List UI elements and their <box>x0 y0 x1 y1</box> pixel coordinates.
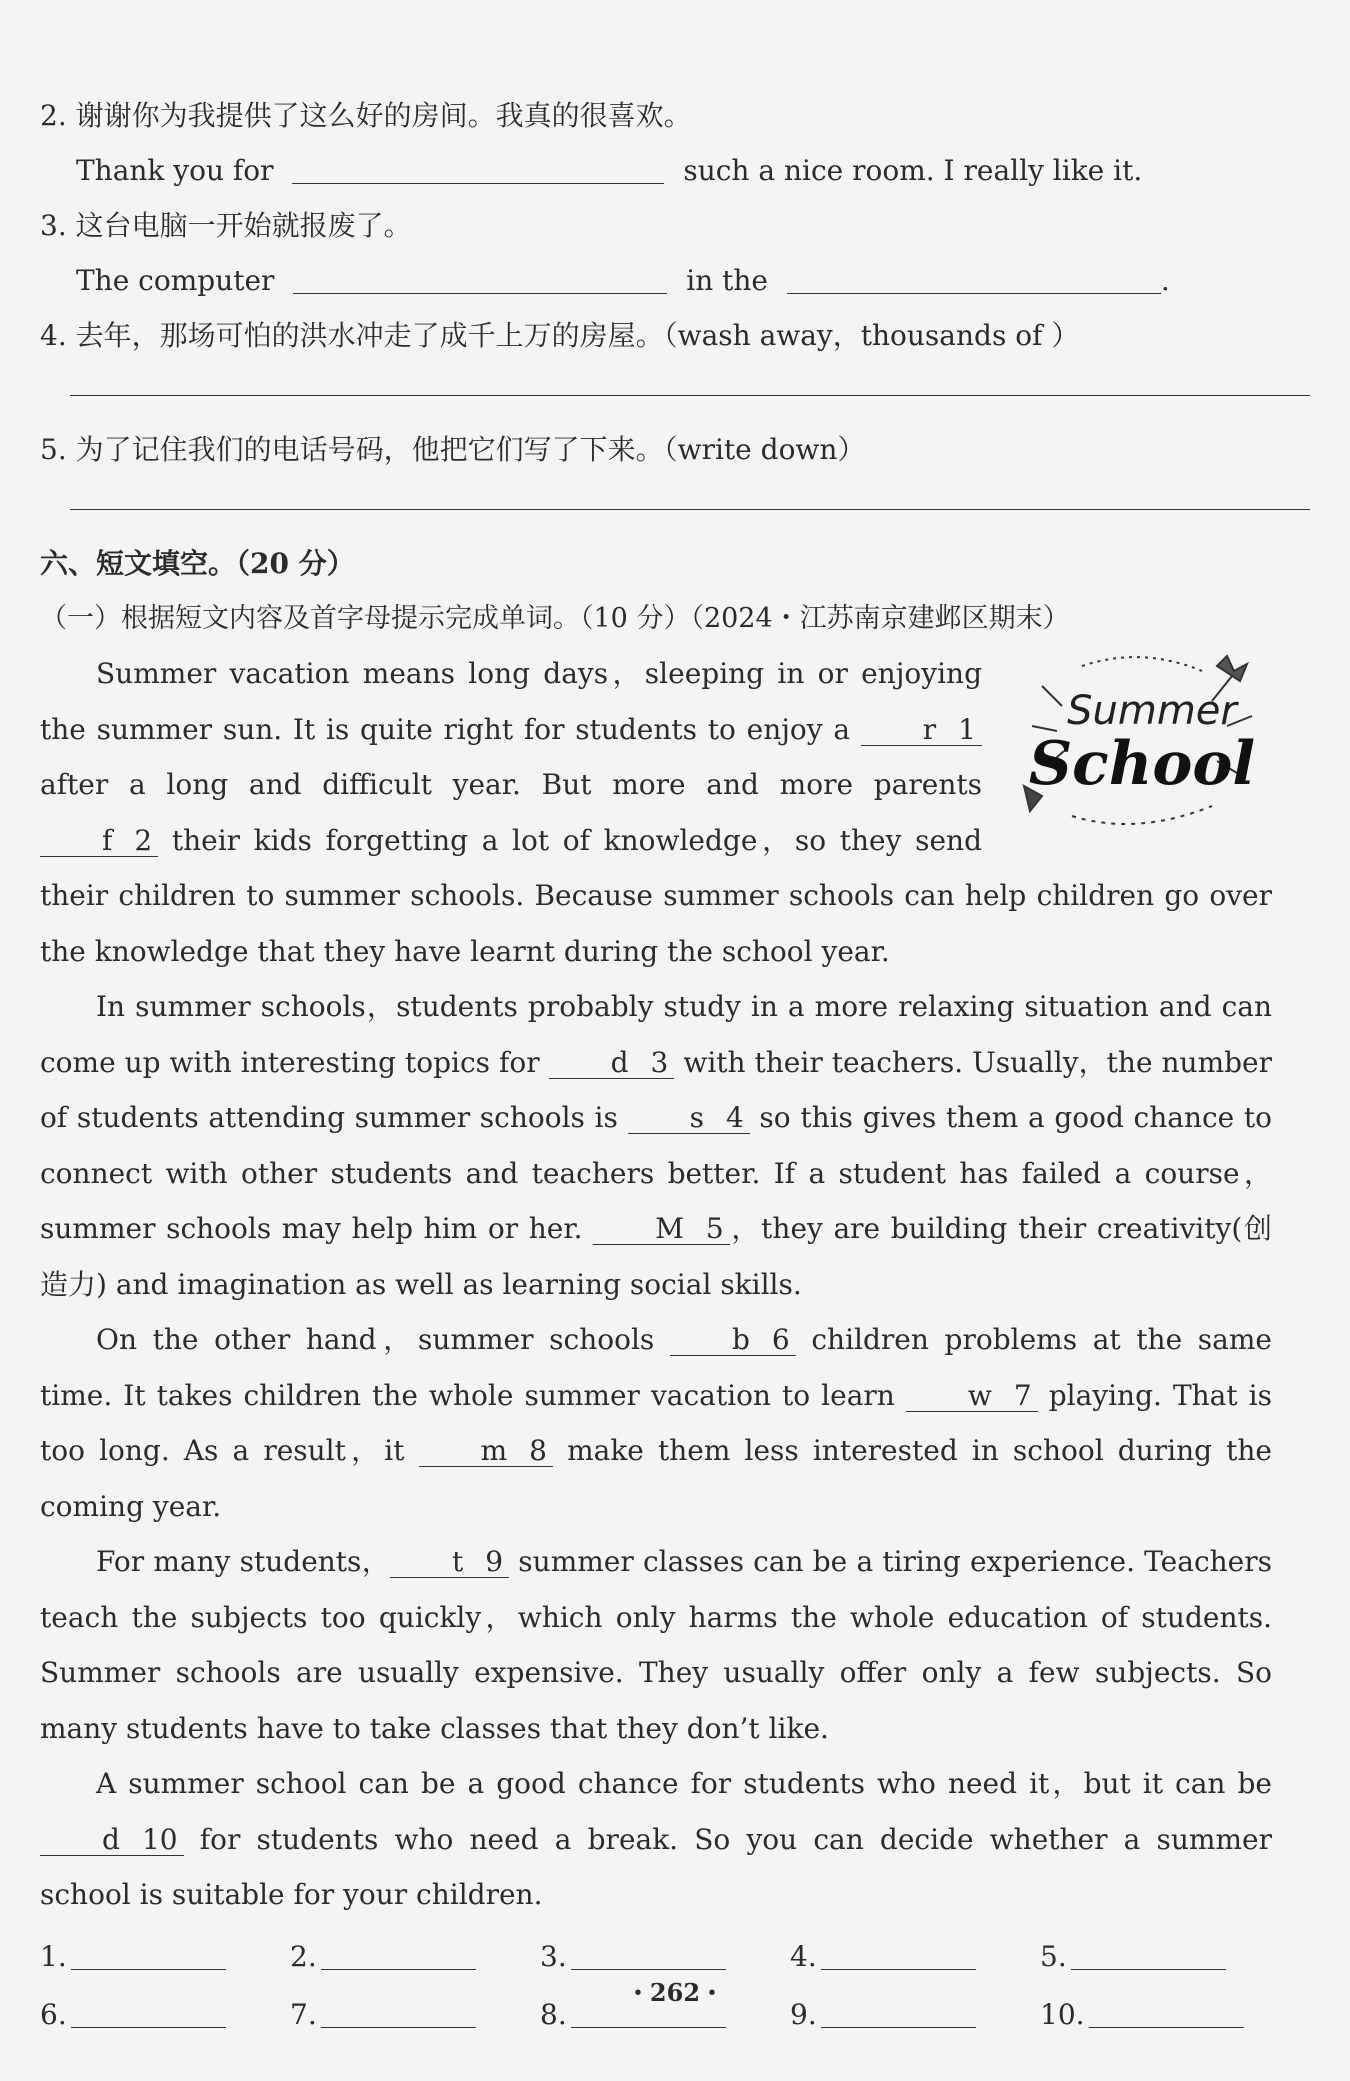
figure-word-summer: Summer <box>1067 688 1237 734</box>
blank-6-number: 6 <box>771 1323 790 1356</box>
answer-item <box>790 1933 1040 1973</box>
figure-word-school: School <box>1028 729 1256 799</box>
blank-1-letter: r <box>922 712 937 746</box>
answer-item <box>290 1933 540 1973</box>
p5-text-1: A summer school can be a good chance for students who need it，but it can be <box>96 1767 1272 1800</box>
blank-8-number: 8 <box>529 1434 547 1467</box>
q3-blank-2[interactable] <box>787 257 1161 294</box>
blank-1-number: 1 <box>958 712 976 746</box>
question-2-english <box>40 143 1272 198</box>
page-number: ・262・ <box>625 1978 725 2007</box>
blank-8[interactable] <box>419 1436 553 1467</box>
blank-10-letter: d <box>102 1822 120 1856</box>
p1-text-1: Summer vacation means long days，sleeping in or enjoying the summer sun. It is quite right for students to enjoy a <box>40 657 982 746</box>
blank-10[interactable] <box>40 1822 184 1856</box>
question-5-chinese: 5. 为了记住我们的电话号码，他把它们写了下来。（write down） <box>40 433 866 466</box>
passage <box>40 646 1272 1923</box>
answer-blank-2[interactable] <box>321 1933 476 1970</box>
answer-blank-5[interactable] <box>1071 1933 1226 1970</box>
blank-7-number: 7 <box>1013 1378 1032 1412</box>
answer-item <box>540 1933 790 1973</box>
blank-3-letter: d <box>610 1045 629 1079</box>
answer-label: 10. <box>1040 1997 1085 2031</box>
blank-5-number: 5 <box>705 1212 724 1245</box>
blank-4-number: 4 <box>725 1101 744 1134</box>
answer-label: 5. <box>1040 1939 1067 1973</box>
q3-text-end: . <box>1160 264 1170 297</box>
summer-school-illustration <box>1002 646 1272 836</box>
blank-7-letter: w <box>967 1378 992 1412</box>
p2-text-1: In summer schools，students probably study in a more relaxing situation and can come up with interesting topics for <box>40 990 1272 1079</box>
paragraph-1 <box>40 646 1272 979</box>
blank-3[interactable] <box>549 1045 675 1079</box>
answer-label: 2. <box>290 1939 317 1973</box>
blank-3-number: 3 <box>650 1045 669 1079</box>
p4-text-1: For many students， <box>96 1545 391 1578</box>
answer-blank-4[interactable] <box>821 1933 976 1970</box>
question-3-english <box>40 253 1272 308</box>
q3-blank-1[interactable] <box>293 257 667 294</box>
blank-6-letter: b <box>731 1323 750 1356</box>
blank-4-letter: s <box>689 1101 704 1134</box>
answer-item <box>1040 1933 1290 1973</box>
p2-text-2: with their teachers. Usually，the number of students attending summer schools is <box>40 1045 1273 1134</box>
q2-text-before: Thank you for <box>76 154 274 187</box>
p3-text-1: On the other hand，summer schools <box>96 1323 670 1356</box>
blank-9[interactable] <box>390 1547 509 1578</box>
answer-label: 6. <box>40 1997 67 2031</box>
answer-label: 8. <box>540 1997 567 2031</box>
question-2-chinese: 2. 谢谢你为我提供了这么好的房间。我真的很喜欢。 <box>40 99 692 132</box>
blank-1[interactable] <box>861 712 982 746</box>
answer-blank-3[interactable] <box>571 1933 726 1970</box>
blank-2-letter: f <box>102 823 113 857</box>
blank-5[interactable] <box>593 1214 730 1245</box>
p2-text-4: ，they are building their creativity(创造力) and imagination as well as learning social skills. <box>40 1212 1272 1301</box>
answer-label: 7. <box>290 1997 317 2031</box>
blank-9-letter: t <box>452 1545 464 1578</box>
q5-answer-line[interactable] <box>70 507 1310 510</box>
q3-text-2: in the <box>686 264 768 297</box>
paragraph-4 <box>40 1534 1272 1756</box>
paragraph-3 <box>40 1312 1272 1534</box>
paragraph-5 <box>40 1756 1272 1923</box>
p5-text-2: for students who need a break. So you can decide whether a summer school is suitable for your children. <box>40 1822 1272 1911</box>
q3-text-1: The computer <box>76 264 275 297</box>
blank-4[interactable] <box>628 1103 750 1134</box>
question-4-chinese: 4. 去年，那场可怕的洪水冲走了成千上万的房屋。（wash away，thousands of ） <box>40 319 1080 352</box>
p3-text-2: children problems at the same time. It takes children the whole summer vacation to learn <box>40 1323 1272 1412</box>
blank-8-letter: m <box>480 1434 508 1467</box>
answer-label: 4. <box>790 1939 817 1973</box>
answer-label: 9. <box>790 1997 817 2031</box>
blank-7[interactable] <box>906 1378 1038 1412</box>
q2-blank[interactable] <box>292 147 664 184</box>
answer-label: 1. <box>40 1939 67 1973</box>
paragraph-2 <box>40 979 1272 1312</box>
blank-2-number: 2 <box>134 823 153 857</box>
blank-10-number: 10 <box>141 1822 178 1856</box>
blank-5-letter: M <box>655 1212 684 1245</box>
answer-blank-1[interactable] <box>71 1933 226 1970</box>
p1-text-2: after a long and difficult year. But more and more parents <box>40 768 982 801</box>
p2-text-3: so this gives them a good chance to connect with other students and teachers better. If a student has failed a course，summer schools may help him or her. <box>40 1101 1273 1245</box>
blank-9-number: 9 <box>485 1545 504 1578</box>
section-6-subtitle: （一）根据短文内容及首字母提示完成单词。（10 分）（2024・江苏南京建邺区期末） <box>40 603 1070 634</box>
p3-text-3: playing. That is too long. As a result，it <box>40 1378 1272 1467</box>
question-3-chinese: 3. 这台电脑一开始就报废了。 <box>40 209 412 242</box>
section-6-title: 六、短文填空。（20 分） <box>40 547 355 580</box>
p4-text-2: summer classes can be a tiring experience. Teachers teach the subjects too quickly，which only harms the whole education of students. Summer schools are usually expensive. They usually offer only a few subjects. So many students have to take classes that they don’t like. <box>40 1545 1272 1745</box>
q2-text-after: such a nice room. I really like it. <box>683 154 1143 187</box>
blank-6[interactable] <box>670 1325 796 1356</box>
p3-text-4: make them less interested in school during the coming year. <box>40 1434 1272 1523</box>
blank-2[interactable] <box>40 823 158 857</box>
answer-label: 3. <box>540 1939 567 1973</box>
q4-answer-line[interactable] <box>70 393 1310 396</box>
answer-item <box>40 1933 290 1973</box>
p1-text-3: their kids forgetting a lot of knowledge，so they send their children to summer schools. Because summer schools can help children go over the knowledge that they have learnt during the school year. <box>40 823 1272 968</box>
